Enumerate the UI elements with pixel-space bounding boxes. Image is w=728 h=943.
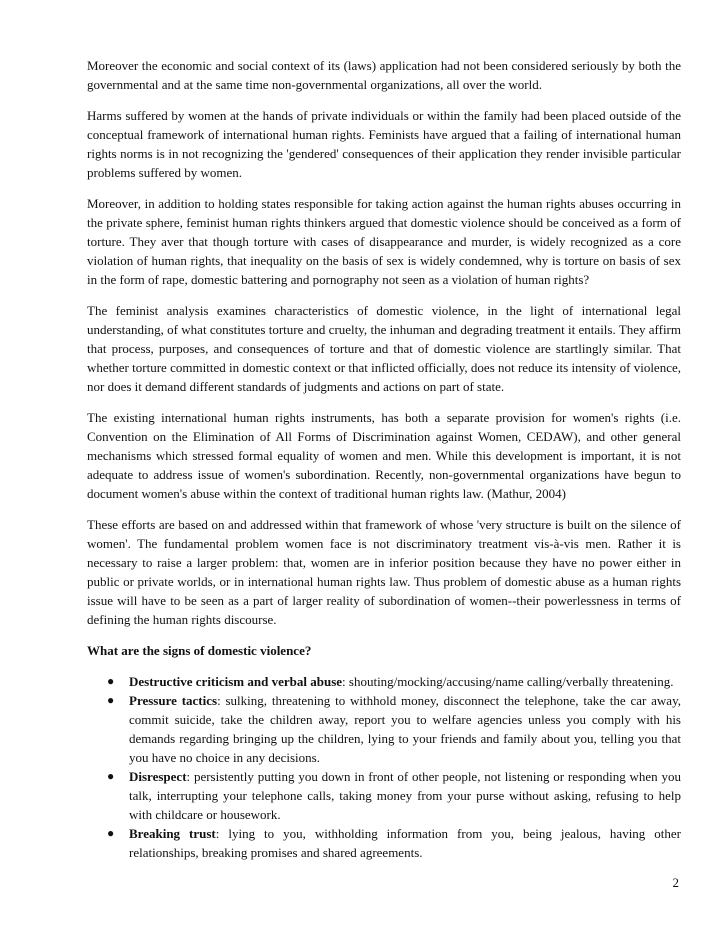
- list-item-text: : sulking, threatening to withhold money, disconnect the telephone, take the car away, commit suicide, take the children away, report you to welfare agencies unless you comply with his demands regarding bringing up the children, lying to your friends and family about you, telling you that you have no choice in any decisions.: [129, 693, 681, 765]
- bullet-icon: ●: [107, 769, 115, 783]
- bullet-icon: ●: [107, 693, 115, 707]
- list-item-text: : lying to you, withholding information from you, being jealous, having other relationships, breaking promises and shared agreements.: [129, 826, 681, 860]
- list-item-term: Breaking trust: [129, 826, 216, 841]
- paragraph: These efforts are based on and addressed within that framework of whose 'very structure is built on the silence of women'. The fundamental problem women face is not discriminatory treatment vis-à-vis men. Rather it is necessary to raise a larger problem: that, women are in inferior position because they have no power either in public or private worlds, or in international human rights law. Thus problem of domestic abuse as a human rights issue will have to be seen as a part of larger reality of subordination of women--their powerlessness in terms of defining the human rights discourse.: [87, 517, 681, 627]
- list-item-text: : persistently putting you down in front of other people, not listening or responding when you talk, interrupting your telephone calls, taking money from your purse without asking, refusing to help with childcare or housework.: [129, 769, 681, 822]
- paragraph: The existing international human rights instruments, has both a separate provision for women's rights (i.e. Convention on the Elimination of All Forms of Discrimination against Women, CEDAW), and other general mechanisms which stressed formal equality of women and men. While this development is important, it is not adequate to address issue of women's subordination. Recently, non-governmental organizations have begun to document women's abuse within the context of traditional human rights law. (Mathur, 2004): [87, 410, 681, 501]
- section-heading: What are the signs of domestic violence?: [87, 643, 312, 658]
- page-number: 2: [672, 875, 679, 890]
- list-item: [87, 691, 681, 767]
- list-item-text: : shouting/mocking/accusing/name calling/verbally threatening.: [342, 674, 674, 689]
- bullet-icon: ●: [107, 826, 115, 840]
- paragraph: Harms suffered by women at the hands of private individuals or within the family had been placed outside of the conceptual framework of international human rights. Feminists have argued that a failing of international human rights norms is in not recognizing the 'gendered' consequences of their application they render invisible particular problems suffered by women.: [87, 108, 681, 180]
- bullet-icon: ●: [107, 674, 115, 688]
- paragraph: Moreover the economic and social context of its (laws) application had not been considered seriously by both the governmental and at the same time non-governmental organizations, all over the world.: [87, 58, 681, 92]
- list-item: [87, 767, 681, 824]
- signs-list: [87, 672, 681, 862]
- paragraph: The feminist analysis examines characteristics of domestic violence, in the light of international legal understanding, of what constitutes torture and cruelty, the inhuman and degrading treatment it entails. They affirm that process, purposes, and consequences of torture and that of domestic violence are startlingly similar. That whether torture committed in domestic context or that inflicted officially, does not reduce its intensity of violence, nor does it demand different standards of judgments and actions on part of state.: [87, 303, 681, 394]
- list-item-term: Pressure tactics: [129, 693, 218, 708]
- document-body: [87, 56, 681, 862]
- list-item-term: Disrespect: [129, 769, 187, 784]
- paragraph: Moreover, in addition to holding states responsible for taking action against the human rights abuses occurring in the private sphere, feminist human rights thinkers argued that domestic violence should be conceived as a form of torture. They aver that though torture with cases of disappearance and murder, is widely recognized as a core violation of human rights, that inequality on the basis of sex is widely condemned, why is torture on basis of sex in the form of rape, domestic battering and pornography not seen as a violation of human rights?: [87, 196, 681, 287]
- list-item: [87, 672, 681, 691]
- list-item: [87, 824, 681, 862]
- list-item-term: Destructive criticism and verbal abuse: [129, 674, 343, 689]
